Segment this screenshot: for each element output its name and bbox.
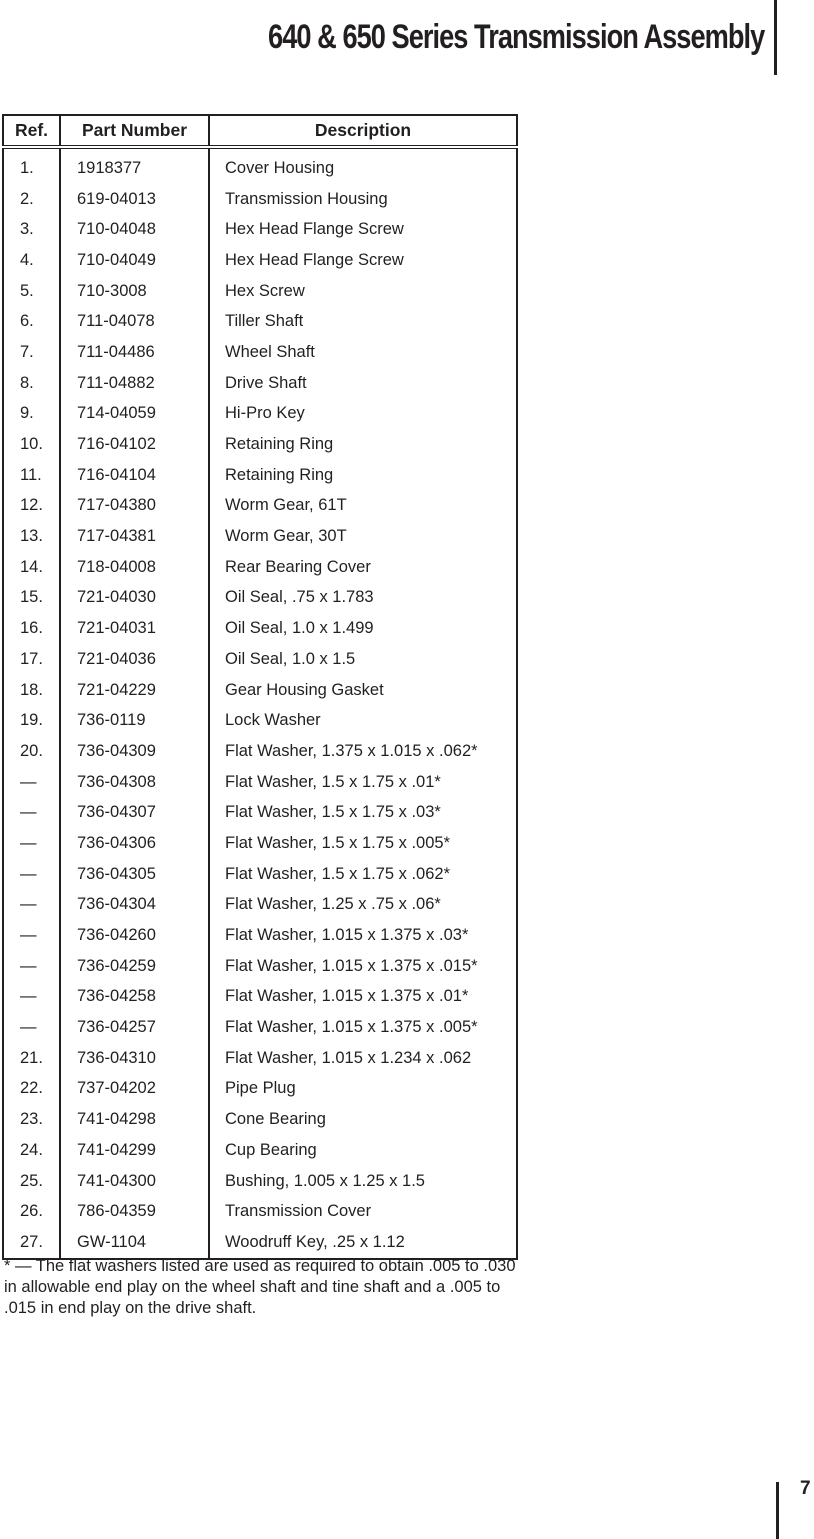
- table-row: [3, 1135, 517, 1166]
- ref-cell: 7.: [3, 337, 60, 368]
- description-cell: Retaining Ring: [209, 429, 517, 460]
- table-row: [3, 399, 517, 430]
- part-number-cell: 711-04078: [60, 306, 209, 337]
- table-row: [3, 644, 517, 675]
- ref-cell: —: [3, 920, 60, 951]
- part-number-cell: 741-04298: [60, 1104, 209, 1135]
- table-row: [3, 521, 517, 552]
- description-cell: Oil Seal, 1.0 x 1.499: [209, 613, 517, 644]
- table-row: [3, 460, 517, 491]
- part-number-cell: 741-04299: [60, 1135, 209, 1166]
- part-number-cell: 736-04310: [60, 1043, 209, 1074]
- part-number-cell: 736-04308: [60, 767, 209, 798]
- description-cell: Oil Seal, .75 x 1.783: [209, 583, 517, 614]
- description-cell: Wheel Shaft: [209, 337, 517, 368]
- ref-cell: 8.: [3, 368, 60, 399]
- ref-cell: 20.: [3, 736, 60, 767]
- part-number-cell: 710-04048: [60, 214, 209, 245]
- part-number-cell: 786-04359: [60, 1196, 209, 1227]
- part-number-cell: 721-04036: [60, 644, 209, 675]
- description-cell: Gear Housing Gasket: [209, 675, 517, 706]
- description-cell: Transmission Housing: [209, 184, 517, 215]
- table-row: [3, 982, 517, 1013]
- table-row: [3, 859, 517, 890]
- description-cell: Flat Washer, 1.25 x .75 x .06*: [209, 890, 517, 921]
- part-number-cell: 736-04307: [60, 797, 209, 828]
- description-cell: Drive Shaft: [209, 368, 517, 399]
- page-number-divider: [776, 1482, 779, 1539]
- table-row: [3, 552, 517, 583]
- part-number-cell: 741-04300: [60, 1166, 209, 1197]
- part-number-cell: 710-04049: [60, 245, 209, 276]
- part-number-cell: 736-04309: [60, 736, 209, 767]
- ref-cell: 10.: [3, 429, 60, 460]
- description-cell: Worm Gear, 30T: [209, 521, 517, 552]
- description-cell: Worm Gear, 61T: [209, 491, 517, 522]
- description-cell: Flat Washer, 1.015 x 1.375 x .005*: [209, 1012, 517, 1043]
- ref-cell: 23.: [3, 1104, 60, 1135]
- ref-cell: 16.: [3, 613, 60, 644]
- column-header-part-number: Part Number: [60, 115, 209, 147]
- ref-cell: 1.: [3, 147, 60, 184]
- table-row: [3, 1166, 517, 1197]
- ref-cell: 11.: [3, 460, 60, 491]
- part-number-cell: 737-04202: [60, 1074, 209, 1105]
- part-number-cell: 717-04380: [60, 491, 209, 522]
- title-divider: [774, 0, 777, 75]
- description-cell: Cup Bearing: [209, 1135, 517, 1166]
- table-row: [3, 1012, 517, 1043]
- ref-cell: —: [3, 859, 60, 890]
- ref-cell: 21.: [3, 1043, 60, 1074]
- description-cell: Flat Washer, 1.5 x 1.75 x .01*: [209, 767, 517, 798]
- part-number-cell: 736-04260: [60, 920, 209, 951]
- part-number-cell: 711-04486: [60, 337, 209, 368]
- ref-cell: 6.: [3, 306, 60, 337]
- ref-cell: 2.: [3, 184, 60, 215]
- description-cell: Flat Washer, 1.5 x 1.75 x .005*: [209, 828, 517, 859]
- part-number-cell: 710-3008: [60, 276, 209, 307]
- ref-cell: —: [3, 1012, 60, 1043]
- description-cell: Flat Washer, 1.015 x 1.234 x .062: [209, 1043, 517, 1074]
- ref-cell: —: [3, 982, 60, 1013]
- ref-cell: 14.: [3, 552, 60, 583]
- part-number-cell: 714-04059: [60, 399, 209, 430]
- part-number-cell: 717-04381: [60, 521, 209, 552]
- part-number-cell: 711-04882: [60, 368, 209, 399]
- ref-cell: 9.: [3, 399, 60, 430]
- ref-cell: 27.: [3, 1227, 60, 1259]
- part-number-cell: 619-04013: [60, 184, 209, 215]
- ref-cell: —: [3, 828, 60, 859]
- table-row: [3, 1074, 517, 1105]
- description-cell: Hex Head Flange Screw: [209, 214, 517, 245]
- table-row: [3, 951, 517, 982]
- ref-cell: 26.: [3, 1196, 60, 1227]
- table-row: [3, 1104, 517, 1135]
- table-row: [3, 276, 517, 307]
- ref-cell: 4.: [3, 245, 60, 276]
- description-cell: Retaining Ring: [209, 460, 517, 491]
- table-row: [3, 613, 517, 644]
- ref-cell: —: [3, 951, 60, 982]
- ref-cell: 24.: [3, 1135, 60, 1166]
- ref-cell: 19.: [3, 705, 60, 736]
- part-number-cell: 736-04305: [60, 859, 209, 890]
- part-number-cell: 716-04104: [60, 460, 209, 491]
- description-cell: Tiller Shaft: [209, 306, 517, 337]
- parts-table: [2, 114, 518, 1260]
- table-row: [3, 1043, 517, 1074]
- ref-cell: 15.: [3, 583, 60, 614]
- ref-cell: —: [3, 767, 60, 798]
- table-row: [3, 1196, 517, 1227]
- footnote: * — The flat washers listed are used as required to obtain .005 to .030 in allowable end play on the wheel shaft and tine shaft and a .005 to .015 in end play on the drive shaft.: [4, 1257, 516, 1317]
- description-cell: Lock Washer: [209, 705, 517, 736]
- description-cell: Flat Washer, 1.015 x 1.375 x .03*: [209, 920, 517, 951]
- part-number-cell: 736-04257: [60, 1012, 209, 1043]
- description-cell: Flat Washer, 1.015 x 1.375 x .01*: [209, 982, 517, 1013]
- column-header-ref: Ref.: [3, 115, 60, 147]
- ref-cell: 25.: [3, 1166, 60, 1197]
- table-row: [3, 736, 517, 767]
- part-number-cell: 721-04031: [60, 613, 209, 644]
- ref-cell: 13.: [3, 521, 60, 552]
- description-cell: Bushing, 1.005 x 1.25 x 1.5: [209, 1166, 517, 1197]
- part-number-cell: GW-1104: [60, 1227, 209, 1259]
- table-row: [3, 306, 517, 337]
- ref-cell: 5.: [3, 276, 60, 307]
- ref-cell: 18.: [3, 675, 60, 706]
- part-number-cell: 736-04258: [60, 982, 209, 1013]
- ref-cell: 12.: [3, 491, 60, 522]
- table-row: [3, 245, 517, 276]
- table-row: [3, 828, 517, 859]
- part-number-cell: 718-04008: [60, 552, 209, 583]
- part-number-cell: 736-04306: [60, 828, 209, 859]
- table-row: [3, 920, 517, 951]
- table-row: [3, 214, 517, 245]
- table-row: [3, 184, 517, 215]
- ref-cell: 17.: [3, 644, 60, 675]
- description-cell: Rear Bearing Cover: [209, 552, 517, 583]
- description-cell: Hex Screw: [209, 276, 517, 307]
- column-header-description: Description: [209, 115, 517, 147]
- part-number-cell: 736-04304: [60, 890, 209, 921]
- description-cell: Cover Housing: [209, 147, 517, 184]
- ref-cell: 3.: [3, 214, 60, 245]
- table-row: [3, 368, 517, 399]
- table-row: [3, 491, 517, 522]
- description-cell: Flat Washer, 1.5 x 1.75 x .03*: [209, 797, 517, 828]
- ref-cell: —: [3, 890, 60, 921]
- table-row: [3, 767, 517, 798]
- description-cell: Cone Bearing: [209, 1104, 517, 1135]
- table-row: [3, 705, 517, 736]
- description-cell: Hi-Pro Key: [209, 399, 517, 430]
- table-row: [3, 797, 517, 828]
- part-number-cell: 1918377: [60, 147, 209, 184]
- table-row: [3, 337, 517, 368]
- description-cell: Flat Washer, 1.5 x 1.75 x .062*: [209, 859, 517, 890]
- table-row: [3, 890, 517, 921]
- part-number-cell: 721-04030: [60, 583, 209, 614]
- table-row: [3, 147, 517, 184]
- description-cell: Flat Washer, 1.015 x 1.375 x .015*: [209, 951, 517, 982]
- table-header-row: [3, 115, 517, 147]
- table-row: [3, 675, 517, 706]
- ref-cell: —: [3, 797, 60, 828]
- description-cell: Pipe Plug: [209, 1074, 517, 1105]
- part-number-cell: 736-0119: [60, 705, 209, 736]
- description-cell: Hex Head Flange Screw: [209, 245, 517, 276]
- parts-table-body: [3, 147, 517, 1259]
- part-number-cell: 721-04229: [60, 675, 209, 706]
- description-cell: Oil Seal, 1.0 x 1.5: [209, 644, 517, 675]
- part-number-cell: 716-04102: [60, 429, 209, 460]
- description-cell: Flat Washer, 1.375 x 1.015 x .062*: [209, 736, 517, 767]
- page-number: 7: [800, 1478, 811, 1499]
- description-cell: Transmission Cover: [209, 1196, 517, 1227]
- description-cell: Woodruff Key, .25 x 1.12: [209, 1227, 517, 1259]
- ref-cell: 22.: [3, 1074, 60, 1105]
- table-row: [3, 583, 517, 614]
- table-row: [3, 429, 517, 460]
- table-row: [3, 1227, 517, 1259]
- page-title: 640 & 650 Series Transmission Assembly: [267, 18, 764, 56]
- part-number-cell: 736-04259: [60, 951, 209, 982]
